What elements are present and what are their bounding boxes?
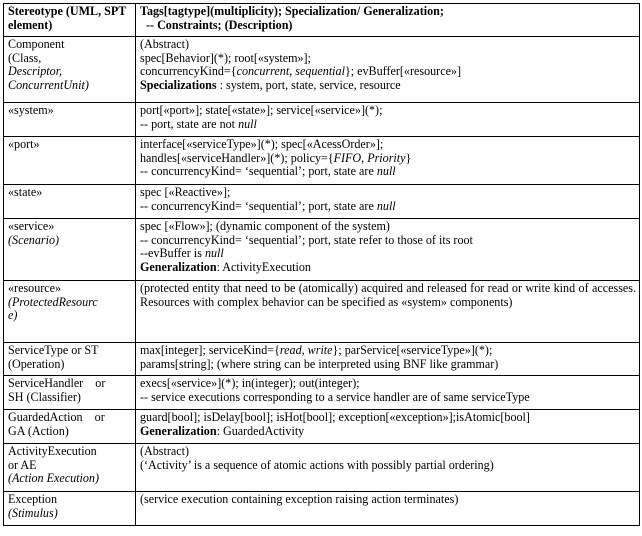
- tags-text: (Abstract): [140, 37, 190, 51]
- tags-italic: concurrent, sequential: [236, 64, 345, 79]
- stereotype-cell: [4, 444, 136, 492]
- tags-italic: null: [376, 198, 396, 213]
- stereotype-italic: e): [8, 308, 18, 323]
- tags-cell: [136, 37, 640, 103]
- tags-text: spec[Behavior](*); root[«system»];: [140, 50, 311, 65]
- stereotype-text: GuardedAction or: [8, 410, 105, 424]
- stereotype-text: SH (Classifier): [8, 389, 81, 404]
- stereotype-italic: ConcurrentUnit): [8, 77, 89, 92]
- tags-text: [140, 261, 636, 275]
- tags-text: guard[bool]; isDelay[bool]; isHot[bool]; exception[«exception»];isAtomic[bool]: [140, 410, 530, 424]
- table-row-system: [4, 103, 640, 137]
- stereotype-text: «system»: [8, 103, 54, 117]
- stereotype-text: ActivityExecution: [8, 444, 97, 458]
- tags-text: -- port, state are not: [140, 116, 239, 131]
- stereotype-italic: (Stimulus): [8, 505, 58, 520]
- tags-text: -- concurrencyKind= ‘sequential’; port, state refer to those of its root: [140, 232, 473, 247]
- tags-text: params[string]; (where string can be interpreted using BNF like grammar): [140, 356, 499, 371]
- stereotype-text: «resource»: [8, 281, 62, 295]
- tags-text: : ActivityExecution: [216, 259, 311, 274]
- tags-text: }: [405, 150, 412, 165]
- table-row-service: [4, 219, 640, 281]
- header-tags-line1: Tags[tagtype](multiplicity); Specialization/ Generalization;: [140, 4, 444, 18]
- table-row-guardedaction: [4, 410, 640, 444]
- tags-text: [140, 152, 636, 166]
- tags-cell: [136, 444, 640, 492]
- stereotype-italic: Descriptor,: [8, 64, 63, 79]
- stereotype-text: Exception: [8, 492, 58, 506]
- tags-text: -- concurrencyKind= ‘sequential’; port, state are: [140, 198, 377, 213]
- stereotype-text: ServiceHandler or: [8, 376, 106, 390]
- tags-italic: FIFO, Priority: [333, 150, 406, 165]
- stereotype-cell: [4, 137, 136, 185]
- tags-cell: [136, 103, 640, 137]
- tags-bold: Generalization: [140, 423, 217, 438]
- tags-bold: Specializations: [140, 77, 217, 92]
- tags-text: [140, 118, 636, 132]
- stereotype-text: GA (Action): [8, 423, 69, 438]
- tags-cell: [136, 281, 640, 343]
- stereotype-cell: [4, 492, 136, 526]
- tags-text: (service execution containing exception raising action terminates): [140, 492, 459, 506]
- tags-text: [140, 344, 636, 358]
- stereotype-text: or AE: [8, 457, 37, 472]
- stereotype-text: «state»: [8, 185, 43, 199]
- stereotype-text: (Operation): [8, 356, 65, 371]
- tags-text: (Abstract): [140, 444, 190, 458]
- tags-text: : GuardedActivity: [216, 423, 305, 438]
- tags-cell: [136, 376, 640, 410]
- tags-text: -- service executions corresponding to a service handler are of same serviceType: [140, 389, 530, 404]
- stereotype-italic: (ProtectedResourc: [8, 294, 98, 309]
- tags-cell: [136, 343, 640, 376]
- stereotype-table: [3, 3, 640, 526]
- tags-text: [140, 165, 636, 179]
- tags-italic: null: [204, 246, 224, 261]
- tags-text: [140, 65, 636, 79]
- tags-paragraph: (protected entity that need to be (atomically) acquired and released for read or write kind of accesses. Resources with complex behavior can be specified as «system» components): [140, 281, 636, 309]
- table-row-servicehandler: [4, 376, 640, 410]
- tags-cell: [136, 492, 640, 526]
- table-row-port: [4, 137, 640, 185]
- table-row-exception: [4, 492, 640, 526]
- tags-text: --evBuffer is: [140, 246, 205, 261]
- tags-text: spec [«Reactive»];: [140, 185, 231, 199]
- stereotype-text: Component: [8, 37, 65, 51]
- tags-text: [140, 247, 636, 261]
- tags-text: max[integer]; serviceKind={: [140, 343, 280, 357]
- stereotype-italic: (Action Execution): [8, 471, 99, 486]
- stereotype-text: «port»: [8, 137, 40, 151]
- tags-italic: null: [376, 164, 396, 179]
- tags-text: spec [«Flow»]; (dynamic component of the system): [140, 219, 390, 233]
- stereotype-text: «service»: [8, 219, 55, 233]
- tags-text: [140, 79, 636, 93]
- stereotype-italic: (Scenario): [8, 232, 60, 247]
- tags-italic: read, write: [279, 343, 333, 357]
- tags-cell: [136, 219, 640, 281]
- tags-cell: [136, 137, 640, 185]
- stereotype-cell: [4, 37, 136, 103]
- header-tags-line2: -- Constraints; (Description): [146, 17, 293, 32]
- tags-bold: Generalization: [140, 259, 217, 274]
- tags-cell: [136, 410, 640, 444]
- tags-cell: [136, 185, 640, 219]
- tags-text: execs[«service»](*); in(integer); out(integer);: [140, 376, 360, 390]
- stereotype-text: (Class,: [8, 50, 42, 65]
- tags-text: interface[«serviceType»](*); spec[«AcessOrder»];: [140, 137, 384, 151]
- tags-text: -- concurrencyKind= ‘sequential’; port, state are: [140, 164, 377, 179]
- stereotype-cell: [4, 410, 136, 444]
- stereotype-cell: [4, 219, 136, 281]
- tags-text: handles[«serviceHandler»](*); policy={: [140, 150, 334, 165]
- tags-text: port[«port»]; state[«state»]; service[«service»](*);: [140, 103, 383, 117]
- header-stereotype: Stereotype (UML, SPT element): [4, 4, 136, 37]
- stereotype-cell: [4, 185, 136, 219]
- tags-text: (‘Activity’ is a sequence of atomic actions with possibly partial ordering): [140, 457, 494, 472]
- tags-text: : system, port, state, service, resource: [216, 77, 401, 92]
- tags-text: concurrencyKind={: [140, 64, 237, 79]
- tags-text: [140, 200, 636, 214]
- table-row-activityexecution: [4, 444, 640, 492]
- stereotype-text: ServiceType or ST: [8, 343, 99, 357]
- table-row-component: [4, 37, 640, 103]
- header-tags: [136, 4, 640, 37]
- table-row-resource: [4, 281, 640, 343]
- table-row-servicetype: [4, 343, 640, 376]
- table-row-state: [4, 185, 640, 219]
- tags-text: }; evBuffer[«resource»]: [344, 64, 462, 79]
- stereotype-cell: [4, 103, 136, 137]
- document-table-wrapper: [3, 3, 640, 526]
- table-header-row: [4, 4, 640, 37]
- stereotype-cell: [4, 343, 136, 376]
- tags-text: }; parService[«serviceType»](*);: [332, 343, 493, 357]
- tags-text: [140, 425, 636, 439]
- tags-italic: null: [238, 116, 257, 131]
- stereotype-cell: [4, 376, 136, 410]
- stereotype-cell: [4, 281, 136, 343]
